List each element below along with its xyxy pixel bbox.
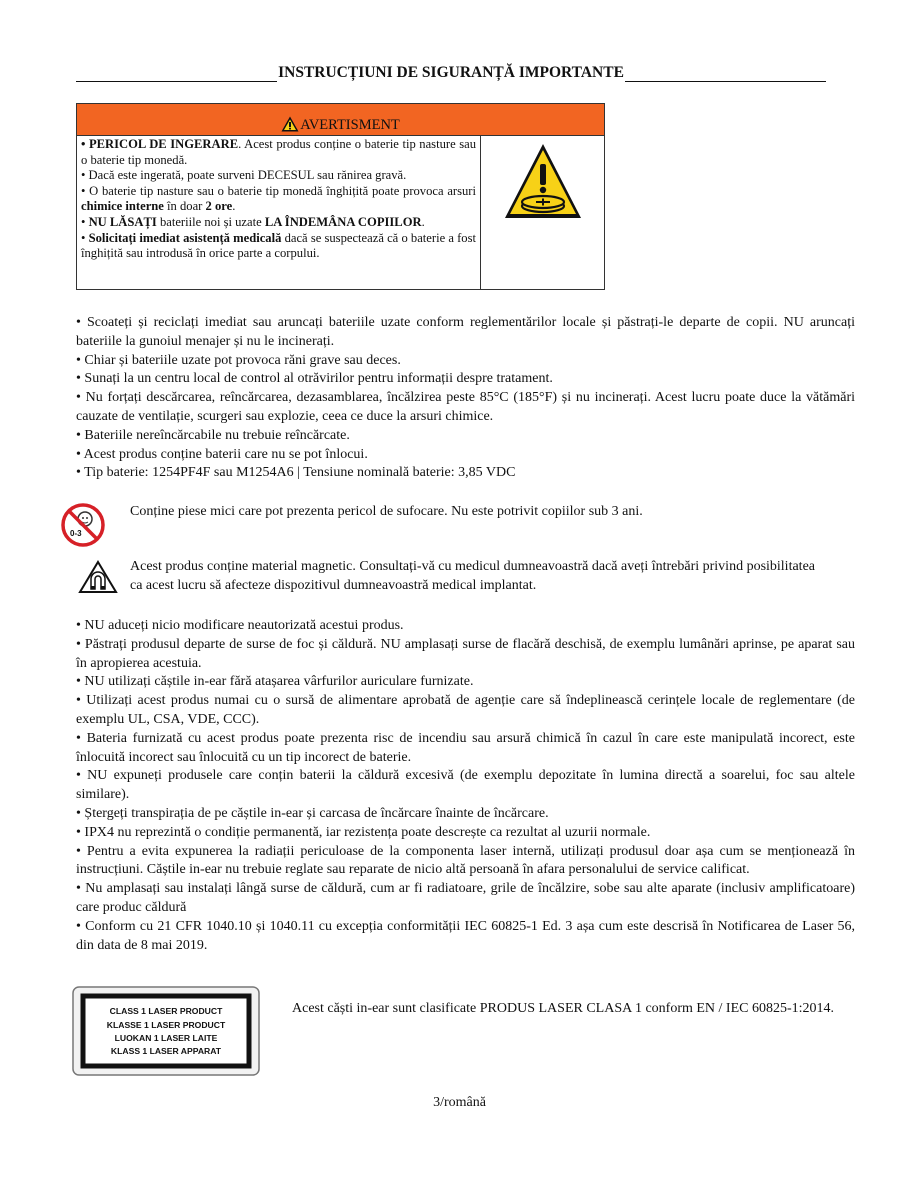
list-item: • NU utilizați căștile in-ear fără atașarea vârfurilor auriculare furnizate. xyxy=(76,674,474,690)
warning-span: în doar xyxy=(163,199,206,214)
magnet-text: Acest produs conține material magnetic. Consultați-vă cu medicul dumneavoastră dacă aveți întrebări privind posibilitatea ca acest lucru să afecteze dispozitivul dumneavoastră medical implantat. xyxy=(130,559,815,593)
choking-hazard-row xyxy=(60,502,855,548)
warning-span: . Acest produs conține o baterie tip nasture sau o baterie tip monedă. xyxy=(81,137,476,167)
warning-line xyxy=(81,215,476,231)
warning-text xyxy=(77,136,481,290)
warning-line xyxy=(81,184,476,215)
warning-bold: 2 ore xyxy=(205,199,233,214)
warning-line xyxy=(81,231,476,262)
list-item: • Scoateți și reciclați imediat sau aruncați bateriile uzate conform reglementărilor locale și păstrați-le departe de copii. NU aruncați bateriile la gunoiul menajer și nu le incinerați. xyxy=(76,315,855,349)
page-number: 3/română xyxy=(433,1095,486,1110)
page-title-row xyxy=(76,64,826,82)
laser-label-line: LUOKAN 1 LASER LAITE xyxy=(114,1033,218,1043)
choking-text: Conține piese mici care pot prezenta pericol de sufocare. Nu este potrivit copiilor sub 3 ani. xyxy=(130,504,643,519)
warning-triangle-icon xyxy=(281,116,299,132)
list-item: • NU aduceți nicio modificare neautorizată acestui produs. xyxy=(76,618,404,633)
warning-line xyxy=(81,137,476,168)
warning-span: . xyxy=(232,199,236,214)
warning-span: • xyxy=(81,214,89,229)
list-item: • Nu forțați descărcarea, reîncărcarea, dezasamblarea, încălzirea peste 85°C (185°F) și nu incinerați. Acest lucru poate duce la vătămări cauzate de ventilație, scurgeri sau explozie, ceea ce duce la arsuri chimice. xyxy=(76,390,855,424)
title-rule-left xyxy=(76,65,277,82)
list-item: • Păstrați produsul departe de surse de foc și căldură. NU amplasați surse de flacără deschisă, de exemplu lumânări aprinse, pe aparat sau în apropierea acestuia. xyxy=(76,636,855,671)
list-item: • Pentru a evita expunerea la radiații periculoase de la componenta laser internă, utilizați produsul doar așa cum se menționează în instrucțiuni. Căștile in-ear nu trebuie reglate sau reparate de nicio altă persoană în afara personalului de service calificat. xyxy=(76,843,855,878)
list-item: • Chiar și bateriile uzate pot provoca răni grave sau deces. xyxy=(76,352,401,368)
warning-header-label: AVERTISMENT xyxy=(300,117,400,133)
list-item: • Utilizați acest produs numai cu o sursă de alimentare aprobată de agenție care să îndeplinească cerințele locale de reglementare (de exemplu UL, CSA, VDE, CCC). xyxy=(76,693,855,727)
warning-triangle-battery-icon xyxy=(503,142,583,220)
general-safety-list xyxy=(76,617,855,955)
list-item: • Bateria furnizată cu acest produs poate prezenta risc de incendiu sau arsură chimică în cazul în care este manipulată incorect, este înlocuită incorect sau înlocuită cu un tip incorect de baterie. xyxy=(76,730,855,765)
list-item: • Tip baterie: 1254PF4F sau M1254A6 | Tensiune nominală baterie: 3,85 VDC xyxy=(76,465,516,481)
battery-list xyxy=(76,314,855,483)
laser-label-line: KLASSE 1 LASER PRODUCT xyxy=(106,1020,226,1030)
page-title: INSTRUCȚIUNI DE SIGURANȚĂ IMPORTANTE xyxy=(278,64,624,81)
list-item: • Nu amplasați sau instalați lângă surse de căldură, cum ar fi radiatoare, grile de încălzire, sobe sau alte aparate (inclusiv amplificatoare) care produc căldură xyxy=(76,881,855,915)
laser-label-line: KLASS 1 LASER APPARAT xyxy=(110,1046,222,1056)
warning-bold: Solicitați imediat asistență medicală xyxy=(88,230,282,245)
list-item: • Ștergeți transpirația de pe căștile in-ear și carcasa de încărcare înainte de încărcare. xyxy=(76,805,549,821)
class1-laser-label xyxy=(72,986,260,1076)
warning-bold: NU LĂSAȚI xyxy=(88,214,157,229)
warning-header xyxy=(77,104,604,136)
battery-warning-icon-cell xyxy=(481,136,604,290)
magnet-warning-icon xyxy=(78,560,118,594)
warning-box xyxy=(76,103,605,290)
laser-classification-text: Acest căști in-ear sunt clasificate PRODUS LASER CLASA 1 conform EN / IEC 60825-1:2014. xyxy=(292,1001,835,1016)
warning-line: • Dacă este ingerată, poate surveni DECESUL sau rănirea gravă. xyxy=(81,168,407,183)
magnet-row xyxy=(78,558,838,596)
warning-bold: • PERICOL DE INGERARE xyxy=(81,137,239,151)
laser-label-line: CLASS 1 LASER PRODUCT xyxy=(109,1006,223,1016)
choking-age-label: 0-3 xyxy=(70,529,82,538)
warning-span: . xyxy=(421,214,425,229)
choking-hazard-icon xyxy=(60,502,106,548)
title-rule-right xyxy=(625,65,826,82)
warning-bold: LA ÎNDEMÂNA COPIILOR xyxy=(264,214,422,229)
list-item: • Acest produs conține baterii care nu se pot înlocui. xyxy=(76,446,368,462)
list-item: • Conform cu 21 CFR 1040.10 și 1040.11 cu excepția conformității IEC 60825-1 Ed. 3 așa cum este descrisă în Notificarea de Laser 56, din data de 8 mai 2019. xyxy=(76,918,855,953)
list-item: • NU expuneți produsele care conțin baterii la căldură excesivă (de exemplu depozitate în lumina directă a soarelui, foc sau altele similare). xyxy=(76,768,855,803)
warning-bold: chimice interne xyxy=(81,199,164,214)
list-item: • Bateriile nereîncărcabile nu trebuie reîncărcate. xyxy=(76,427,350,443)
warning-span: bateriile noi și uzate xyxy=(156,214,265,229)
warning-span: dacă se suspectează că o baterie a fost înghițită sau introdusă în orice parte a corpului. xyxy=(81,230,476,261)
list-item: • IPX4 nu reprezintă o condiție permanentă, iar rezistența poate descrește ca rezultat al uzurii normale. xyxy=(76,824,651,840)
warning-span: • xyxy=(81,230,89,245)
list-item: • Sunați la un centru local de control al otrăvirilor pentru informații despre tratament. xyxy=(76,371,553,387)
warning-span: • O baterie tip nasture sau o baterie tip monedă înghițită poate provoca arsuri xyxy=(81,183,476,198)
warning-body xyxy=(77,136,604,290)
